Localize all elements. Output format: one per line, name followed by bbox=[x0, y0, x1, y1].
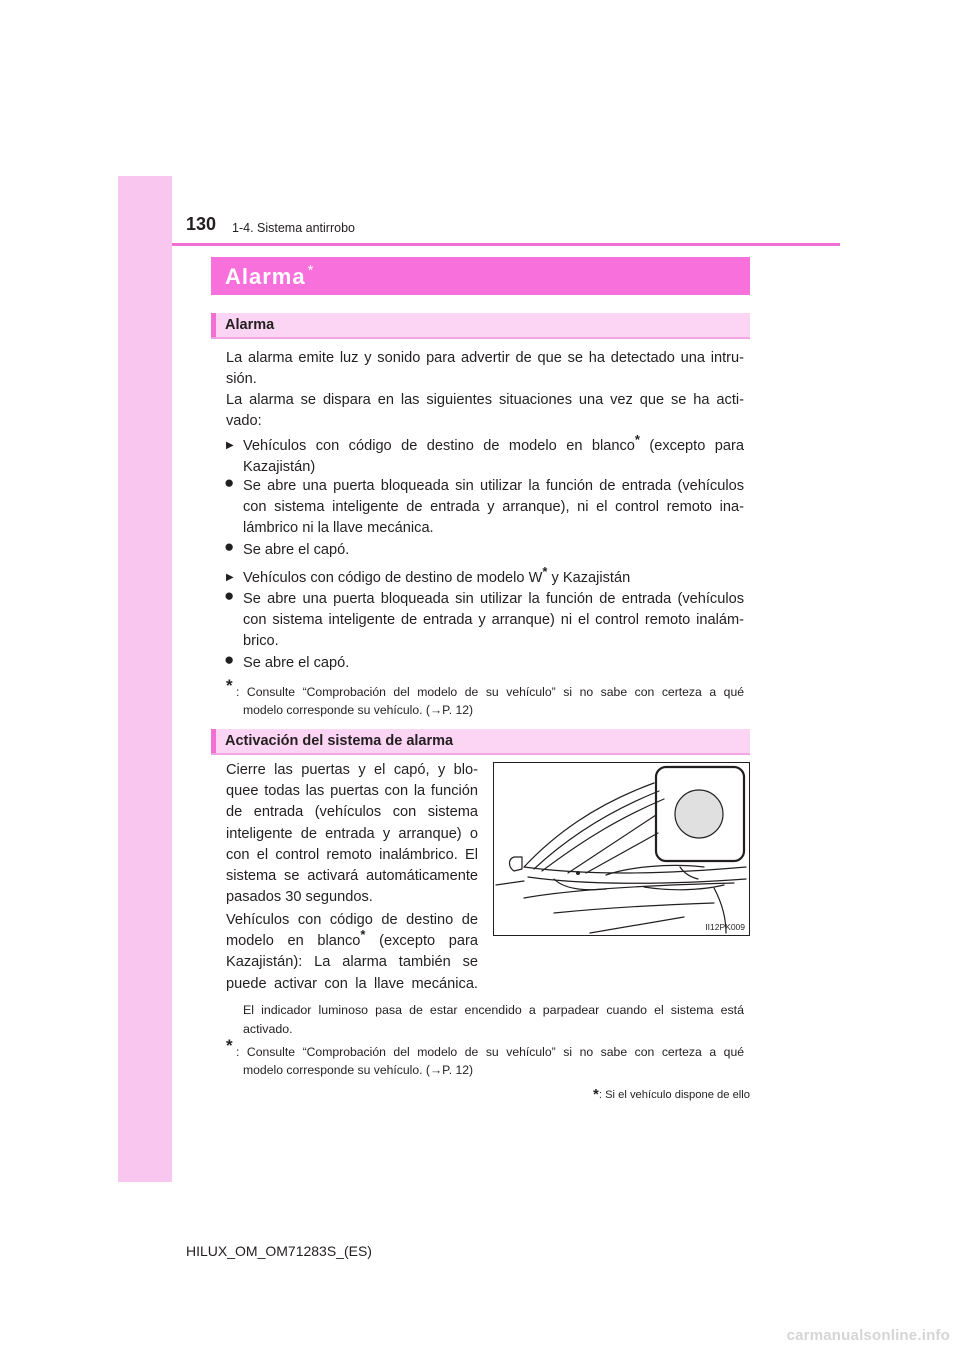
group1-item1: Se abre una puerta bloqueada sin utilizar la función de entrada (vehículos con sistema inteligente de entrada y arranque), ni el control remoto ina- lámbrico ni la llave mecánica. bbox=[243, 478, 744, 536]
group2-item1: Se abre una puerta bloqueada sin utilizar la función de entrada (vehículos con sistema inteligente de entrada y arranque) ni el control remoto inalám- brico. bbox=[243, 591, 744, 649]
windshield-drawing bbox=[494, 763, 749, 935]
bullet-dot-icon: ● bbox=[224, 473, 235, 492]
bullet-dot-icon: ● bbox=[224, 537, 235, 556]
group2-heading: Vehículos con código de destino de modelo W* y Kazajistán bbox=[243, 564, 631, 586]
page-footnote: *: Si el vehículo dispone de ello bbox=[593, 1086, 750, 1103]
intro-paragraph: La alarma emite luz y sonido para advertir de que se ha detectado una intru- sión. La alarma se dispara en las siguientes situaciones una vez que se ha acti- vado: bbox=[226, 350, 744, 429]
group1-heading: Vehículos con código de destino de modelo en blanco* (excepto para Kazajistán) bbox=[243, 432, 744, 475]
security-indicator-illustration bbox=[493, 762, 750, 936]
indicator-note: El indicador luminoso pasa de estar encendido a parpadear cuando el sistema está activado. bbox=[243, 1003, 744, 1036]
figure-code: II12PK009 bbox=[705, 922, 745, 932]
triangle-bullet-icon: ▶ bbox=[226, 440, 234, 451]
header-rule bbox=[172, 243, 840, 246]
footnote-star: * bbox=[226, 1036, 233, 1055]
section-label: 1-4. Sistema antirrobo bbox=[232, 221, 355, 235]
title-bar bbox=[211, 257, 750, 295]
footnote-1: : Consulte “Comprobación del modelo de su vehículo” si no sabe con certeza a qué modelo corresponde su vehículo. (→P. 12) bbox=[236, 685, 744, 717]
document-code: HILUX_OM_OM71283S_(ES) bbox=[186, 1243, 372, 1259]
page-title: Alarma * bbox=[225, 262, 315, 289]
subheading-alarm-text: Alarma bbox=[225, 317, 275, 333]
activation-paragraph: Cierre las puertas y el capó, y blo- quee todas las puertas con la función de entrada (vehículos con sistema inteligente de entrada y arranque) o con el control remoto inalámbrico. El sistema se activará automáticamente pasados 30 segundos. bbox=[226, 762, 478, 906]
activation-mechanical-key: Vehículos con código de destino de modelo en blanco* (excepto para Kazajistán): La alarma también se puede activar con la llave mecánica. bbox=[226, 912, 478, 992]
subheading-alarm bbox=[211, 313, 750, 339]
group1-item2: Se abre el capó. bbox=[243, 542, 350, 558]
title-mark: * bbox=[307, 262, 315, 279]
subheading-activation bbox=[211, 729, 750, 755]
watermark: carmanualsonline.info bbox=[786, 1327, 950, 1344]
triangle-bullet-icon: ▶ bbox=[226, 572, 234, 583]
page-number: 130 bbox=[186, 214, 217, 234]
subheading-activation-text: Activación del sistema de alarma bbox=[225, 733, 454, 749]
footnote-star: * bbox=[226, 676, 233, 695]
side-color-band bbox=[118, 176, 172, 1182]
group2-item2: Se abre el capó. bbox=[243, 655, 350, 671]
indicator-light-icon bbox=[675, 790, 723, 838]
bullet-dot-icon: ● bbox=[224, 650, 235, 669]
footnote-2: : Consulte “Comprobación del modelo de su vehículo” si no sabe con certeza a qué modelo corresponde su vehículo. (→P. 12) bbox=[236, 1045, 744, 1077]
bullet-dot-icon: ● bbox=[224, 586, 235, 605]
